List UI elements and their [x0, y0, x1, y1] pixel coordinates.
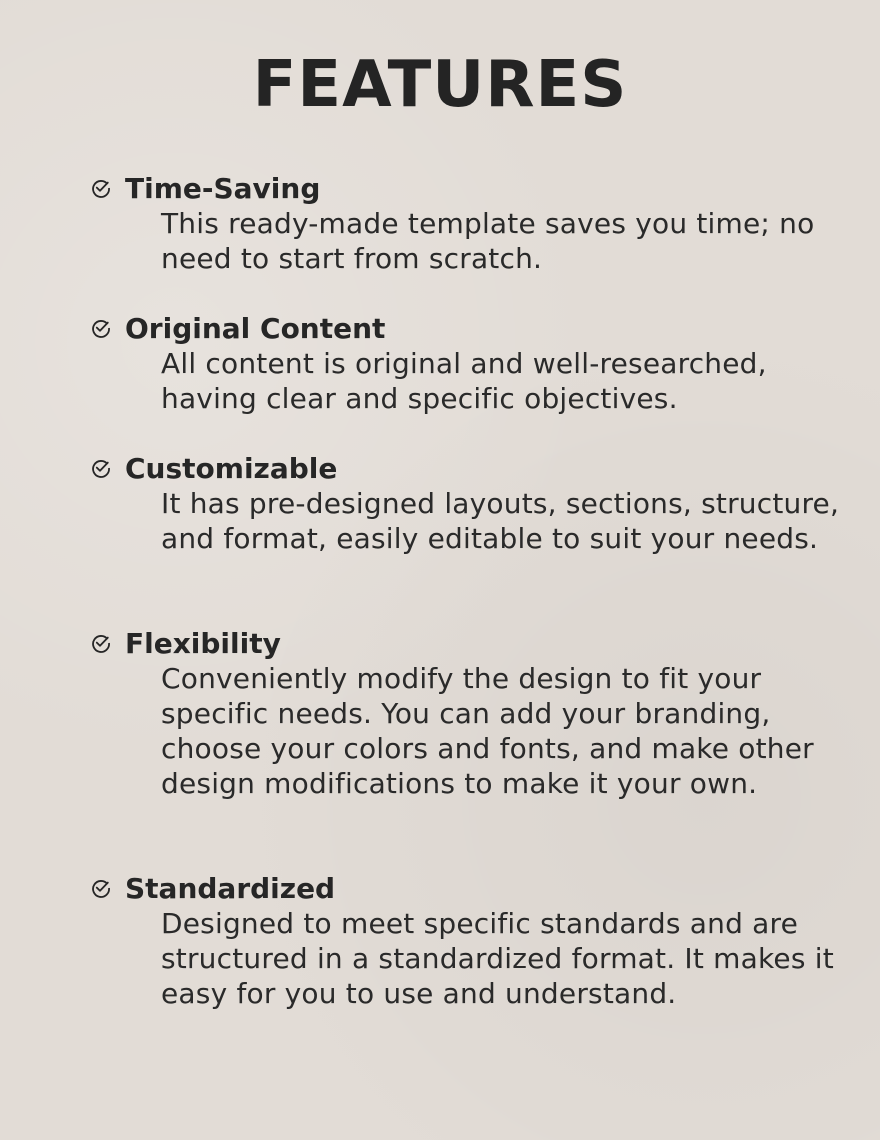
- feature-item: [90, 870, 850, 1011]
- feature-item: [90, 170, 850, 276]
- feature-title: Original Content: [125, 311, 386, 345]
- feature-header: [90, 870, 850, 906]
- feature-item: [90, 625, 850, 801]
- feature-item: [90, 450, 850, 556]
- feature-description: All content is original and well-researched, having clear and specific objectives.: [161, 347, 767, 415]
- feature-description: It has pre-designed layouts, sections, structure, and format, easily editable to suit your needs.: [161, 487, 840, 555]
- feature-description: This ready-made template saves you time; no need to start from scratch.: [161, 207, 815, 275]
- check-circle-icon: [90, 177, 112, 199]
- feature-header: [90, 310, 850, 346]
- feature-description: Conveniently modify the design to fit your specific needs. You can add your branding, choose your colors and fonts, and make other design modifications to make it your own.: [161, 662, 814, 800]
- check-circle-icon: [90, 877, 112, 899]
- feature-title: Standardized: [125, 871, 336, 905]
- feature-header: [90, 625, 850, 661]
- check-circle-icon: [90, 317, 112, 339]
- feature-header: [90, 170, 850, 206]
- check-circle-icon: [90, 632, 112, 654]
- check-circle-icon: [90, 457, 112, 479]
- feature-title: Customizable: [125, 451, 338, 485]
- feature-title: Flexibility: [125, 626, 281, 660]
- feature-description: Designed to meet specific standards and are structured in a standardized format. It makes it easy for you to use and understand.: [161, 907, 834, 1010]
- feature-item: [90, 310, 850, 416]
- feature-header: [90, 450, 850, 486]
- page-title: FEATURES: [252, 48, 628, 122]
- feature-title: Time-Saving: [125, 171, 321, 205]
